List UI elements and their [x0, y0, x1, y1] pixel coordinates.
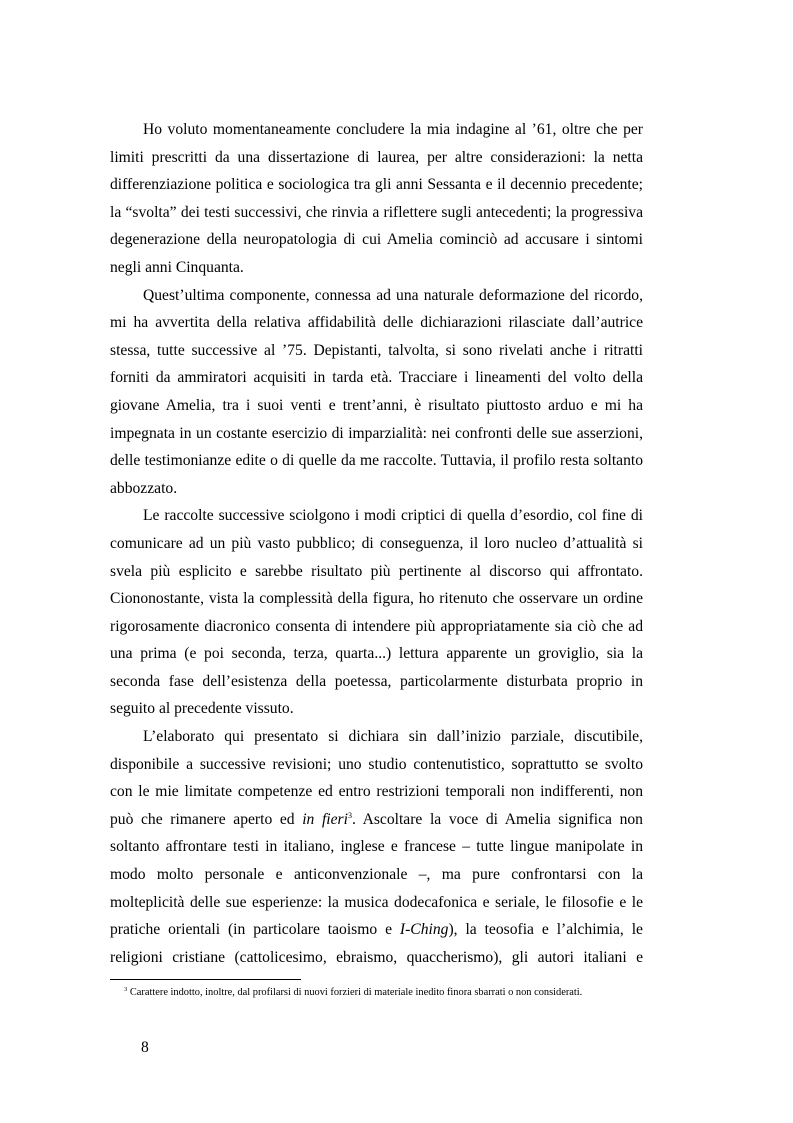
- footnote: [110, 986, 643, 1001]
- footnote-number: 3: [124, 986, 128, 993]
- page-number: 8: [141, 1039, 149, 1056]
- paragraph-4-text-3: ), la teosofia e l’alchimia, le religioni cristiane (cattolicesimo, ebraismo, quaccherismo), gli autori italiani e: [110, 921, 643, 966]
- paragraph-3: Le raccolte successive sciolgono i modi criptici di quella d’esordio, col fine di comunicare ad un più vasto pubblico; di conseguenza, il loro nucleo d’attualità si svela più esplicito e sarebbe risultato più pertinente al discorso qui affrontato. Ciononostante, vista la complessità della figura, ho ritenuto che osservare un ordine rigorosamente diacronico consenta di intendere più appropriatamente sia ciò che ad una prima (e poi seconda, terza, quarta...) lettura apparente un groviglio, sia la seconda fase dell’esistenza della poetessa, particolarmente disturbata proprio in seguito al precedente vissuto.: [110, 507, 643, 718]
- paragraph-1: Ho voluto momentaneamente concludere la mia indagine al ’61, oltre che per limiti prescritti da una dissertazione di laurea, per altre considerazioni: la netta differenziazione politica e sociologica tra gli anni Sessanta e il decennio precedente; la “svolta” dei testi successivi, che rinvia a riflettere sugli antecedenti; la progressiva degenerazione della neuropatologia di cui Amelia cominciò ad accusare i sintomi negli anni Cinquanta.: [110, 121, 643, 276]
- italic-term-i-ching: I-Ching: [399, 921, 449, 939]
- body-text: [110, 116, 643, 971]
- footnote-text: Carattere indotto, inoltre, dal profilarsi di nuovi forzieri di materiale inedito finora sbarrati o non considerati.: [129, 987, 583, 998]
- paragraph-2: Quest’ultima componente, connessa ad una naturale deformazione del ricordo, mi ha avvertita della relativa affidabilità delle dichiarazioni rilasciate dall’autrice stessa, tutte successive al ’75. Depistanti, talvolta, si sono rivelati anche i ritratti forniti da ammiratori acquisiti in tarda età. Tracciare i lineamenti del volto della giovane Amelia, tra i suoi venti e trent’anni, è risultato piuttosto arduo e mi ha impegnata in un costante esercizio di imparzialità: nei confronti delle sue asserzioni, delle testimonianze edite o di quelle da me raccolte. Tuttavia, il profilo resta soltanto abbozzato.: [110, 286, 643, 497]
- paragraph-4: [110, 723, 643, 971]
- footnote-separator: [110, 979, 301, 980]
- footnote-reference: 3: [347, 810, 352, 820]
- paragraph-4-text-2: . Ascoltare la voce di Amelia significa non soltanto affrontare testi in italiano, inglese e francese – tutte lingue manipolate in modo molto personale e anticonvenzionale –, ma pure confrontarsi con la molteplicità delle sue esperienze: la musica dodecafonica e seriale, le filosofie e le pratiche orientali (in particolare taoismo e: [110, 810, 643, 939]
- paragraph-4-text-1: L’elaborato qui presentato si dichiara sin dall’inizio parziale, discutibile, disponibile a successive revisioni; uno studio contenutistico, soprattutto se svolto con le mie limitate competenze ed entro restrizioni temporali non indifferenti, non può che rimanere aperto ed: [110, 728, 643, 828]
- italic-term-in-fieri: in fieri: [302, 810, 348, 828]
